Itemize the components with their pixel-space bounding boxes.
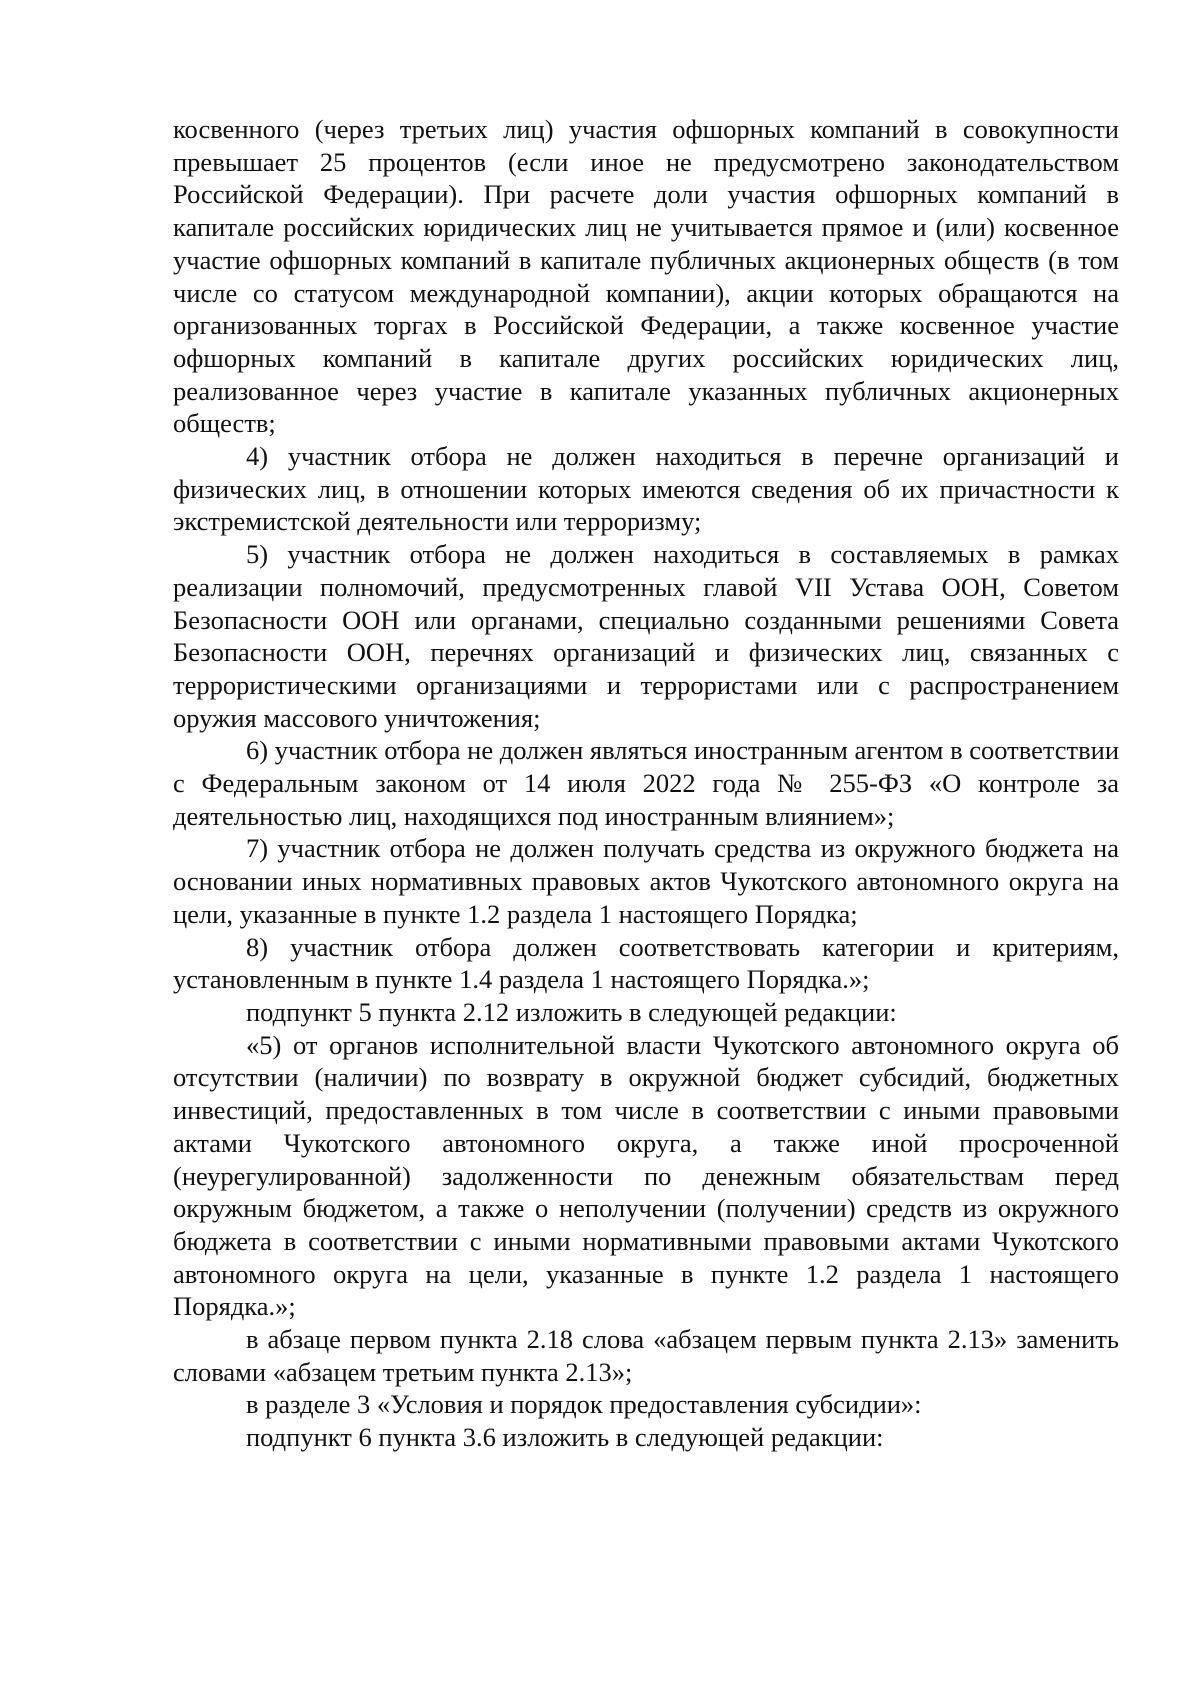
document-body <box>173 113 1119 1454</box>
paragraph-amend-2-12: подпункт 5 пункта 2.12 изложить в следующей редакции: <box>246 996 897 1027</box>
paragraph-offshore-participation: косвенного (через третьих лиц) участия офшорных компаний в совокупности превышает 25 процентов (если иное не предусмотрено законодательством Российской Федерации). При расчете доли участия офшорных компаний в капитале российских юридических лиц не учитывается прямое и (или) косвенное участие офшорных компаний в капитале публичных акционерных обществ (в том числе со статусом международной компании), акции которых обращаются на организованных торгах в Российской Федерации, а также косвенное участие офшорных компаний в капитале других российских юридических лиц, реализованное через участие в капитале указанных публичных акционерных обществ; <box>173 114 1119 439</box>
paragraph-subitem-5-text: «5) от органов исполнительной власти Чукотского автономного округа об отсутствии (наличии) по возврату в окружной бюджет субсидий, бюджетных инвестиций, предоставленных в том числе в соответствии с иными правовыми актами Чукотского автономного округа, а также иной просроченной (неурегулированной) задолженности по денежным обязательствам перед окружным бюджетом, а также о неполучении (получении) средств из окружного бюджета в соответствии с иными нормативными правовыми актами Чукотского автономного округа на цели, указанные в пункте 1.2 раздела 1 настоящего Порядка.»; <box>173 1029 1119 1322</box>
paragraph-item-6: 6) участник отбора не должен являться иностранным агентом в соответствии с Федеральным законом от 14 июля 2022 года № 255-ФЗ «О контроле за деятельностью лиц, находящихся под иностранным влиянием»; <box>173 735 1119 831</box>
paragraph-item-7: 7) участник отбора не должен получать средства из окружного бюджета на основании иных нормативных правовых актов Чукотского автономного округа на цели, указанные в пункте 1.2 раздела 1 настоящего Порядка; <box>173 833 1119 929</box>
paragraph-amend-2-18: в абзаце первом пункта 2.18 слова «абзацем первым пункта 2.13» заменить словами «абзацем третьим пункта 2.13»; <box>173 1324 1119 1387</box>
paragraph-item-5: 5) участник отбора не должен находиться в составляемых в рамках реализации полномочий, предусмотренных главой VII Устава ООН, Советом Безопасности ООН или органами, специально созданными решениями Совета Безопасности ООН, перечнях организаций и физических лиц, связанных с террористическими организациями и террористами или с распространением оружия массового уничтожения; <box>173 539 1119 733</box>
paragraph-item-8: 8) участник отбора должен соответствовать категории и критериям, установленным в пункте 1.4 раздела 1 настоящего Порядка.»; <box>173 931 1119 995</box>
paragraph-item-4: 4) участник отбора не должен находиться в перечне организаций и физических лиц, в отношении которых имеются сведения об их причастности к экстремистской деятельности или терроризму; <box>173 441 1119 537</box>
paragraph-amend-3-6: подпункт 6 пункта 3.6 изложить в следующей редакции: <box>246 1422 884 1453</box>
paragraph-section-3: в разделе 3 «Условия и порядок предоставления субсидии»: <box>246 1389 922 1420</box>
